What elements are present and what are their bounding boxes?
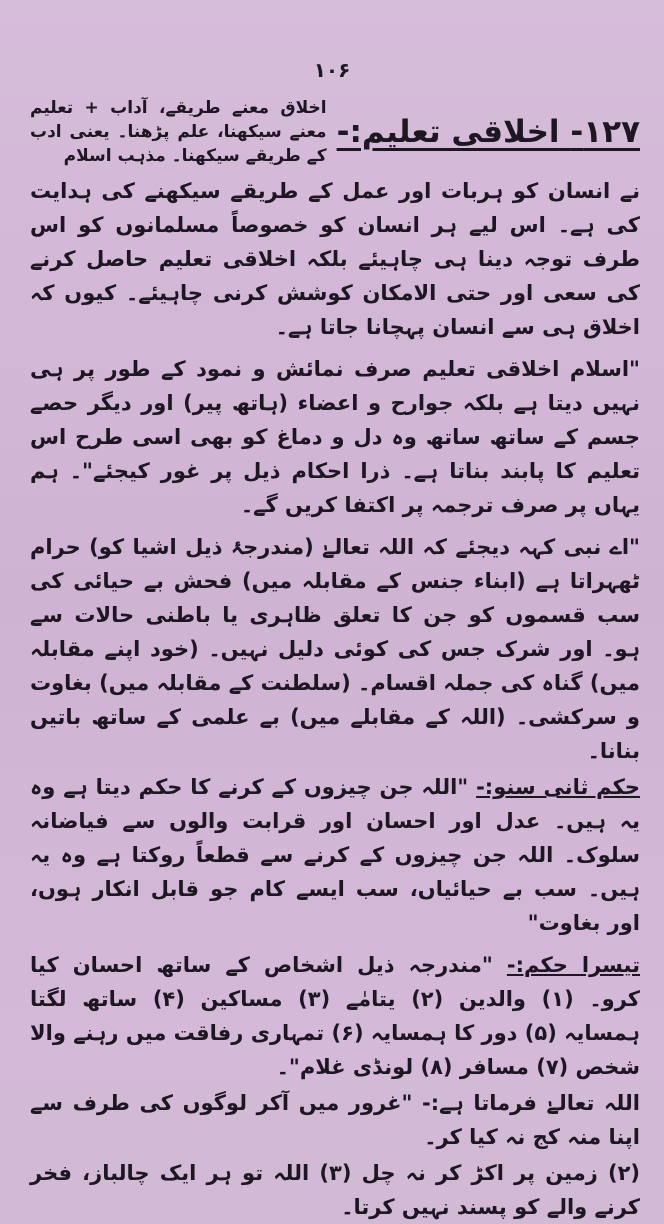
page-number: ۱۰۶	[313, 58, 351, 82]
section-gloss: اخلاق معنے طریقے، آداب + تعلیم معنے سیکھنا، علم پڑھنا۔ یعنی ادب کے طریقے سیکھنا۔ مذہب اسلام	[30, 98, 327, 166]
second-command-paragraph	[30, 770, 640, 940]
islam-paragraph: "اسلام اخلاقی تعلیم صرف نمائش و نمود کے طور پر ہی نہیں دیتا ہے بلکہ جوارح و اعضاء (ہاتھ پیر) اور دیگر حصے جسم کے ساتھ ساتھ وہ دل و دماغ کو بھی اسی طرح اس تعلیم کا پابند بناتا ہے۔ ذرا احکام ذیل پر غور کیجئے"۔ ہم یہاں پر صرف ترجمہ پر اکتفا کریں گے۔	[30, 357, 640, 517]
page-content	[30, 96, 640, 1224]
fifth-command-paragraph: (۲) زمین پر اکڑ کر نہ چل (۳) اللہ تو ہر ایک چالباز، فخر کرنے والے کو پسند نہیں کرتا۔	[30, 1161, 641, 1219]
section-title	[337, 114, 640, 150]
third-command-text: "مندرجہ ذیل اشخاص کے ساتھ احسان کیا کرو۔ (۱) والدین (۲) یتامٰے (۳) مساکین (۴) ساتھ لگتا ہمسایہ (۵) دور کا ہمسایہ (۶) تمہاری رفاقت میں رہنے والا شخص (۷) مسافر (۸) لونڈی غلام"۔	[30, 953, 640, 1079]
third-command-label: تیسرا حکم:-	[506, 953, 641, 977]
section-title-text: اخلاقی تعلیم:-	[336, 114, 560, 150]
section-number: ۱۲۷-	[570, 114, 640, 150]
third-command-paragraph	[30, 948, 640, 1084]
first-command-paragraph: "اے نبی کہہ دیجئے کہ اللہ تعالےٰ (مندرجۂ ذیل اشیا کو) حرام ٹھہراتا ہے (ابناء جنس کے مقابلہ میں) فحش بے حیائی کی سب قسموں کو جن کا تعلق ظاہری یا باطنی حالات سے ہو۔ اور شرک جس کی کوئی دلیل نہیں۔ (خود اپنے مقابلہ میں) گناہ کی جملہ اقسام۔ (سلطنت کے مقابلہ میں) بغاوت و سرکشی۔ (اللہ کے مقابلے میں) بے علمی کے ساتھ باتیں بنانا۔	[30, 535, 640, 763]
intro-paragraph: نے انسان کو ہربات اور عمل کے طریقے سیکھنے کی ہدایت کی ہے۔ اس لیے ہر انسان کو خصوصاً مسلمانوں کو اس طرف توجہ دینا ہی چاہیئے بلکہ اخلاقی تعلیم حاصل کرنے کی سعی اور حتی الامکان کوشش کرنی چاہیئے۔ کیوں کہ اخلاق ہی سے انسان پہچانا جاتا ہے۔	[30, 179, 640, 339]
fourth-command-paragraph: اللہ تعالےٰ فرماتا ہے:- "غرور میں آکر لوگوں کی طرف سے اپنا منہ کج نہ کیا کر۔	[30, 1091, 640, 1149]
second-command-label: حکم ثانی سنو:-	[476, 775, 640, 799]
second-command-text: "اللہ جن چیزوں کے کرنے کا حکم دیتا ہے وہ یہ ہیں۔ عدل اور احسان اور قرابت والوں سے فیاضانہ سلوک۔ اللہ جن چیزوں کے کرنے سے قطعاً روکتا ہے وہ یہ ہیں۔ سب بے حیائیاں، سب ایسے کام جو قابل انکار ہوں، اور بغاوت"	[30, 775, 640, 935]
section-heading	[30, 96, 640, 168]
